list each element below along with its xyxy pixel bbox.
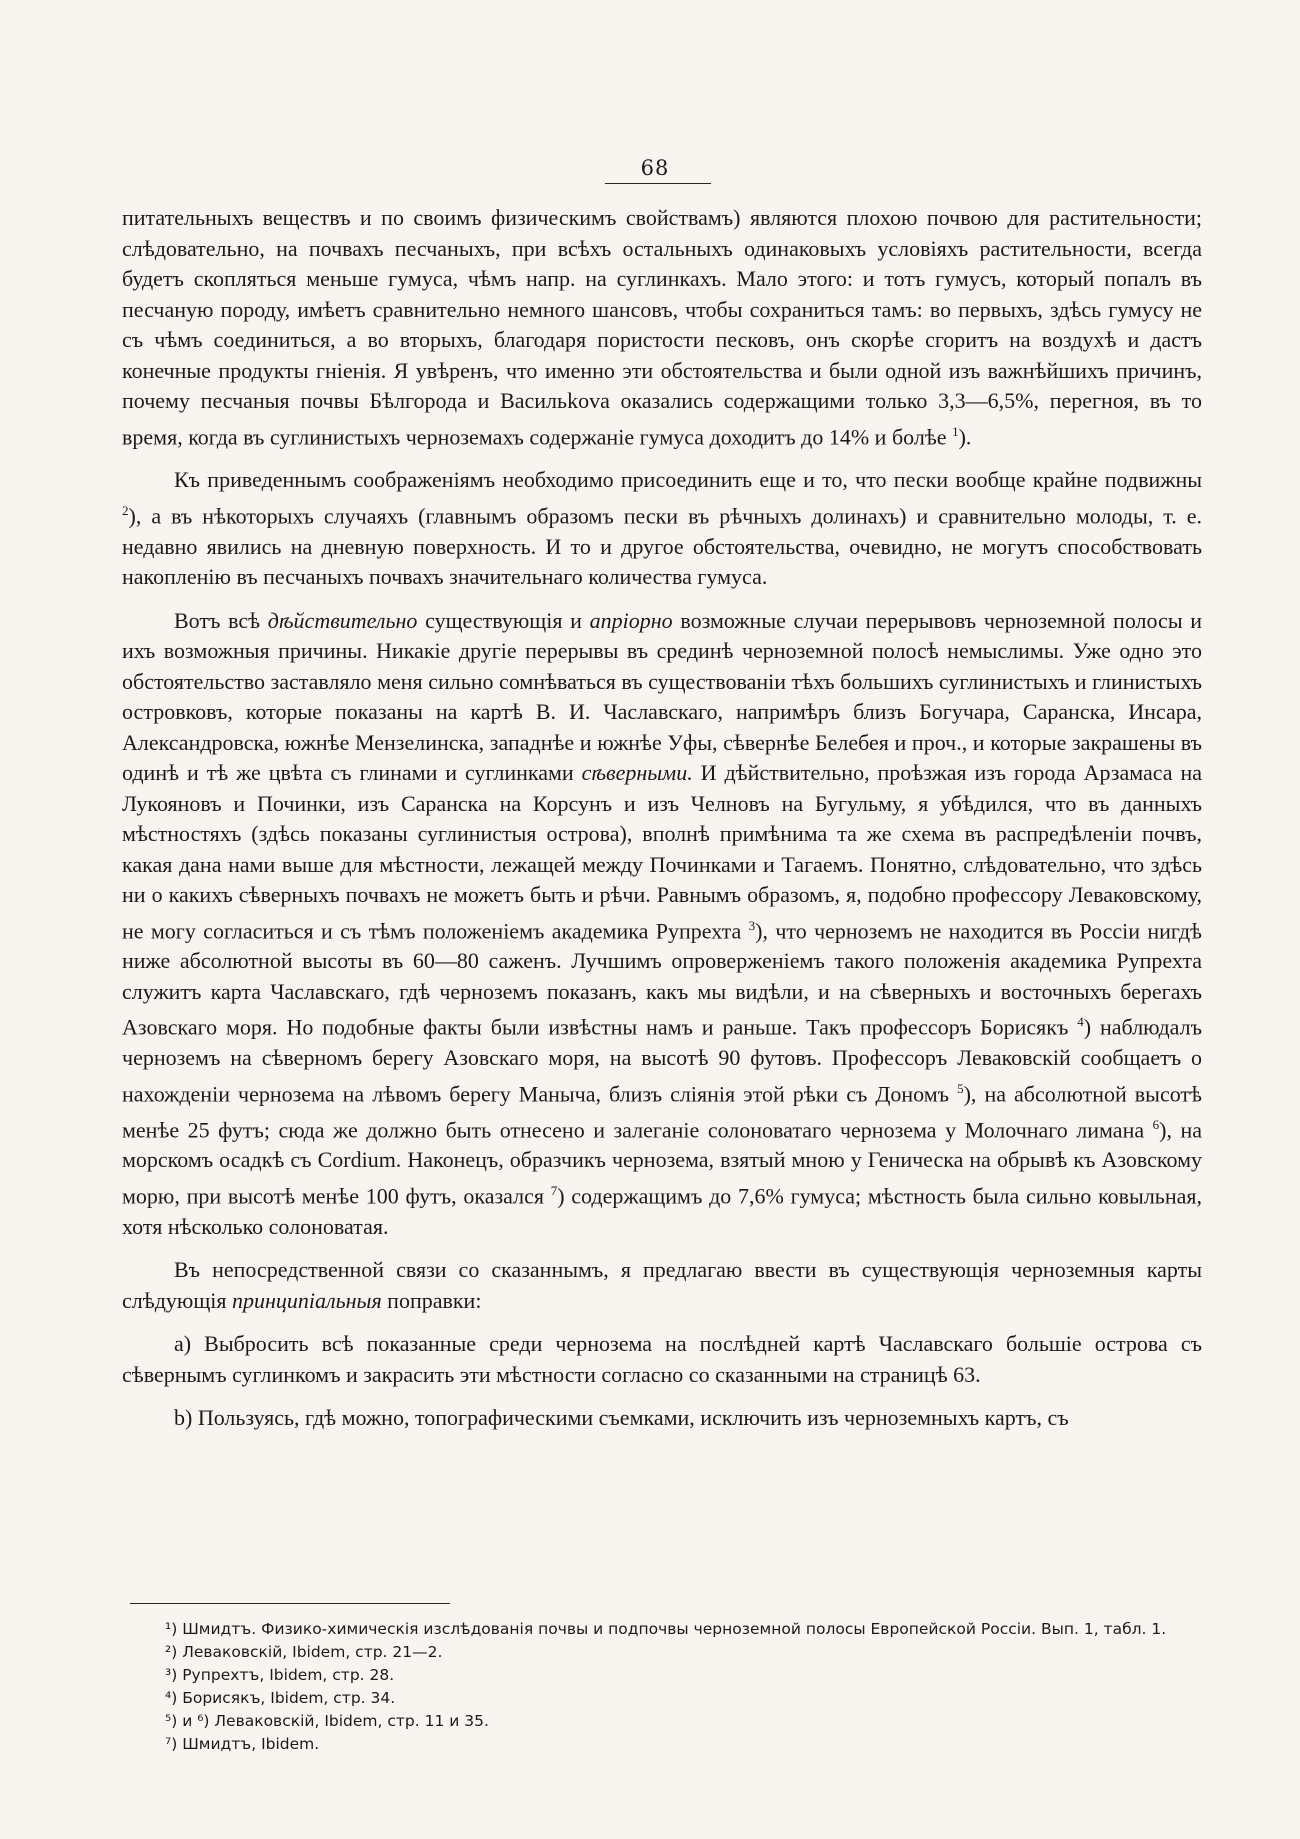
footnote-ref-5: 5 (957, 1080, 964, 1096)
footnote-ref-4: 4 (1077, 1014, 1084, 1030)
list-item-b: b) Пользуясь, гдѣ можно, топографическими съемками, исключить изъ черноземныхъ картъ, съ (174, 1405, 1069, 1431)
emphasis-apriorno: апріорно (589, 607, 673, 633)
footnote-ref-2: 2 (122, 502, 129, 518)
main-text (122, 203, 1202, 1447)
footnote-2: ²) Леваковскій, Ibidem, стр. 21—2. (165, 1643, 443, 1661)
footnote-ref-6: 6 (1152, 1116, 1160, 1132)
emphasis-severnymi: сѣверными. (581, 760, 693, 786)
footnote-ref-1: 1 (952, 423, 959, 439)
footnote-5-6: ⁵) и ⁶) Леваковскій, Ibidem, стр. 11 и 35. (165, 1712, 489, 1730)
page-number: 68 (640, 156, 670, 180)
emphasis-deistvitelno: дѣйствительно (267, 607, 418, 633)
paragraph-3: Вотъ всѣ дѣйствительно существующія и апріорно возможные случаи перерывовъ черноземной полосы и ихъ возможныя причины. Никакіе другіе перерывы въ срединѣ черноземной полосѣ немыслимы. Уже одно это обстоятельство заставляло меня сильно сомнѣваться въ существованіи тѣхъ большихъ суглинистыхъ и глинистыхъ островковъ, которые показаны на картѣ В. И. Чаславскаго, напримѣръ близъ Богучара, Саранска, Инсара, Александровска, южнѣе Мензелинска, западнѣе и южнѣе Уфы, сѣвернѣе Белебея и проч., и которые закрашены въ одинѣ и тѣ же цвѣта съ глинами и суглинками сѣверными. И дѣйствительно, проѣзжая изъ города Арзамаса на Лукояновъ и Починки, изъ Саранска на Корсунъ и изъ Челновъ на Бугульму, я убѣдился, что въ данныхъ мѣстностяхъ (здѣсь показаны суглинистыя острова), вполнѣ примѣнима та же схема въ распредѣленіи почвъ, какая дана нами выше для мѣстности, лежащей между Починками и Тагаемъ. Понятно, слѣдовательно, что здѣсь ни о какихъ сѣверныхъ почвахъ не можетъ быть и рѣчи. Равнымъ образомъ, я, подобно профессору Леваковскому, не могу согласиться и съ тѣмъ положеніемъ академика Рупрехта $^3$), что черноземъ не находится въ Россіи нигдѣ ниже абсолютной высоты въ 60—80 саженъ. Лучшимъ опроверженіемъ такого положенія академика Рупрехта служитъ карта Чаславскаго, гдѣ черноземъ показанъ, какъ мы видѣли, и на сѣверныхъ и восточныхъ берегахъ Азовскаго моря. Но подобные факты были извѣстны намъ и раньше. Такъ профессоръ Борисякъ $^4$) наблюдалъ черноземъ на сѣверномъ берегу Азовскаго моря, на высотѣ 90 футовъ. Профессоръ Леваковскій сообщаетъ о нахожденіи чернозема на лѣвомъ берегу Маныча, близъ сліянія этой рѣки съ Дономъ $^5$), на абсолютной высотѣ менѣе 25 футъ; сюда же должно быть отнесено и залеганіе солоноватаго чернозема у Молочнаго лимана $^6$), на морскомъ осадкѣ съ Cordium. Наконецъ, образчикъ чернозема, взятый мною у Геническа на обрывѣ къ Азовскому морю, при высотѣ менѣе 100 футъ, оказался $^7$) содержащимъ до 7,6% гумуса; мѣстность была сильно ковыльная, хотя нѣсколько солоноватая. (122, 607, 1203, 1239)
emphasis-principialnyya: принципіальныя (232, 1287, 382, 1313)
paragraph-4: Въ непосредственной связи со сказаннымъ, я предлагаю ввести въ существующія черноземныя карты слѣдующія принципіальныя поправки: (122, 1257, 1202, 1313)
footnote-rule (130, 1603, 450, 1604)
page-number-rule (605, 183, 711, 184)
footnote-1: ¹) Шмидтъ. Физико-химическія изслѣдованія почвы и подпочвы черноземной полосы Европейской Россіи. Вып. 1, табл. 1. (165, 1620, 1167, 1638)
paragraph-2: Къ приведеннымъ соображеніямъ необходимо присоединить еще и то, что пески вообще крайне подвижны $^2$), а въ нѣкоторыхъ случаяхъ (главнымъ образомъ пески въ рѣчныхъ долинахъ) и сравнительно молоды, т. е. недавно явились на дневную поверхность. И то и другое обстоятельства, очевидно, не могутъ способствовать накопленію въ песчаныхъ почвахъ значительнаго количества гумуса. (122, 467, 1202, 590)
footnote-ref-7: 7 (550, 1182, 558, 1198)
footnote-3: ³) Рупрехтъ, Ibidem, стр. 28. (165, 1666, 395, 1684)
footnote-7: ⁷) Шмидтъ, Ibidem. (165, 1735, 320, 1753)
footnote-ref-3: 3 (748, 917, 756, 933)
footnotes (165, 1618, 1205, 1756)
paragraph-1: питательныхъ веществъ и по своимъ физическимъ свойствамъ) являются плохою почвою для растительности; слѣдовательно, на почвахъ песчаныхъ, при всѣхъ остальныхъ одинаковыхъ условіяхъ растительности, всегда будетъ скопляться меньше гумуса, чѣмъ напр. на суглинкахъ. Мало этого: и тотъ гумусъ, который попалъ въ песчаную породу, имѣетъ сравнительно немного шансовъ, чтобы сохраниться тамъ: во первыхъ, здѣсь гумусу не съ чѣмъ соединиться, а во вторыхъ, благодаря пористости песковъ, онъ скорѣе сгоритъ на воздухѣ и дастъ конечные продукты гніенія. Я увѣренъ, что именно эти обстоятельства и были одной изъ важнѣйшихъ причинъ, почему песчаныя почвы Бѣлгорода и Васильkova оказались содержащими только 3,3—6,5%, перегноя, въ то время, когда въ суглинистыхъ черноземахъ содержаніе гумуса доходитъ до 14% и болѣе $^1$). (122, 205, 1202, 449)
list-item-a: а) Выбросить всѣ показанные среди чернозема на послѣдней картѣ Чаславскаго большіе острова съ сѣвернымъ суглинкомъ и закрасить эти мѣстности согласно со сказанными на страницѣ 63. (122, 1331, 1202, 1387)
footnote-4: ⁴) Борисякъ, Ibidem, стр. 34. (165, 1689, 396, 1707)
